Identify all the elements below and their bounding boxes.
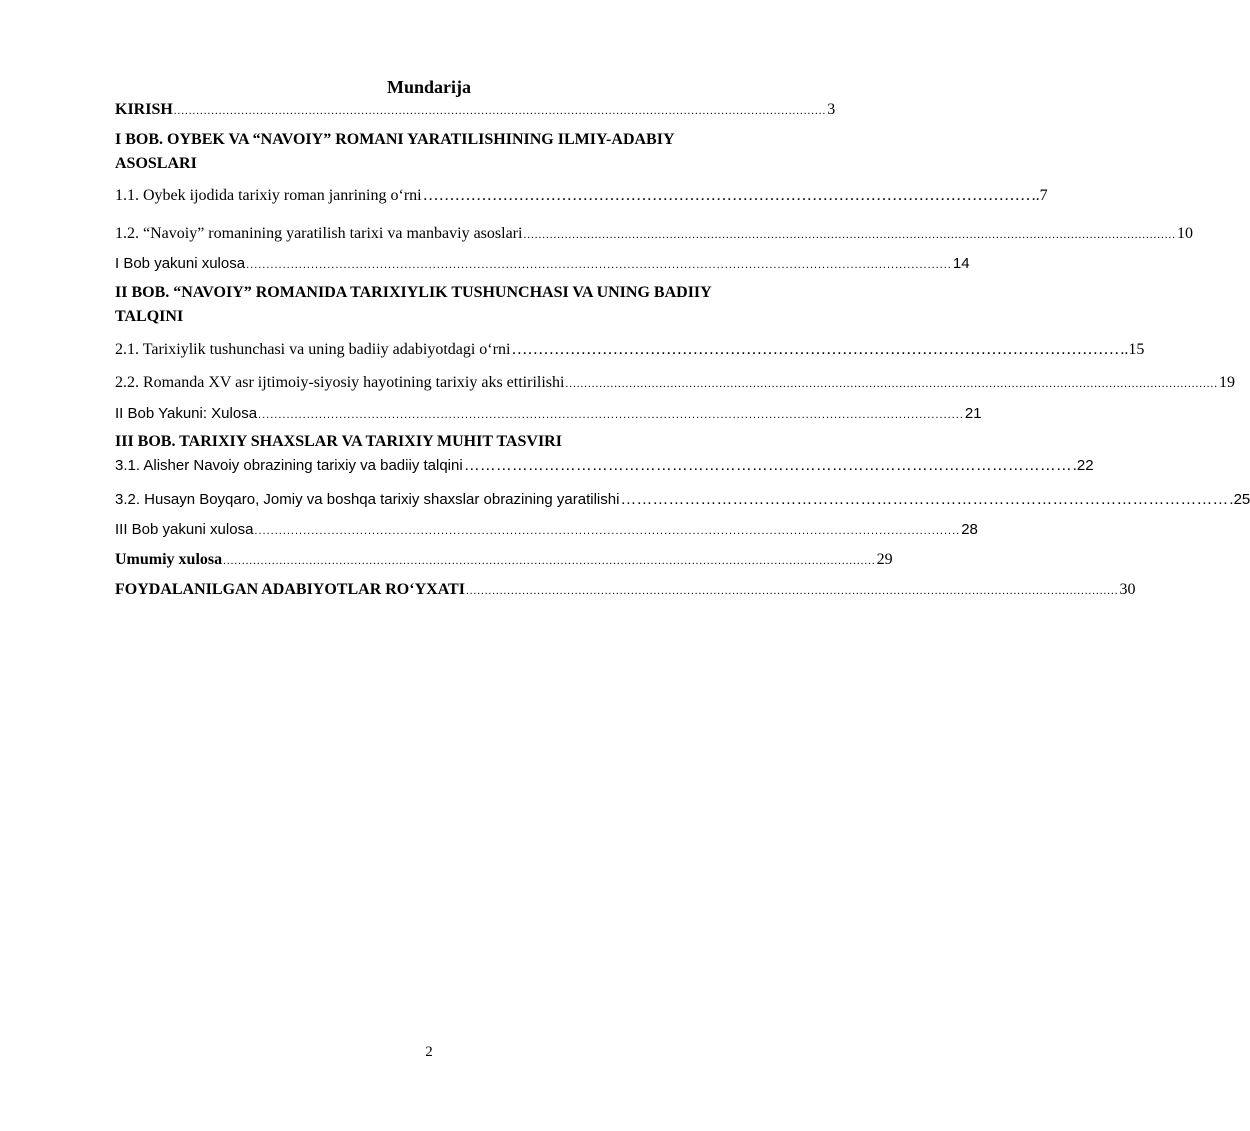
toc-entry-2-1[interactable] [115,340,1145,360]
page-number-footer: 2 [425,1044,433,1060]
toc-page-number: 19 [1218,374,1235,391]
dot-leader: …………………………………………………………………………………………………… [422,187,1031,204]
toc-entry-label: KIRISH [115,101,173,118]
toc-entry-kirish[interactable] [115,100,836,121]
dot-leader: …………………………………………………………………………………………………… [463,457,1072,474]
toc-page-number: 14 [952,255,970,272]
toc-entry-label: 1.2. “Navoiy” romanining yaratilish tarixi va manbaviy asoslari [115,225,523,242]
toc-page-number: 3 [827,101,836,118]
toc-entry-label: II Bob Yakuni: Xulosa [115,405,258,422]
toc-entry-label: 2.2. Romanda XV asr ijtimoiy-siyosiy hayotining tarixiy aks ettirilishi [115,374,565,391]
toc-entry-bob2-conclusion[interactable] [115,404,982,425]
toc-entry-adabiyotlar[interactable] [115,580,1136,601]
toc-entry-bob3-conclusion[interactable] [115,520,978,541]
toc-entry-label: 3.1. Alisher Navoiy obrazining tarixiy va badiiy talqini [115,457,463,474]
dot-leader: .............................................................................................................................................................................. [246,259,952,271]
dot-leader: .............................................................................................................................................................................. [565,378,1218,390]
toc-entry-umumiy-xulosa[interactable] [115,550,893,571]
dot-leader: .............................................................................................................................................................................. [223,555,876,567]
toc-entry-label: III Bob yakuni xulosa [115,521,254,538]
toc-page-number: 29 [876,551,893,568]
toc-page-number: 28 [961,521,978,538]
toc-page-number: 30 [1119,581,1136,598]
toc-entry-label: FOYDALANILGAN ADABIYOTLAR RO‘YXATI [115,581,465,598]
toc-entry-1-1[interactable] [115,186,1048,206]
toc-entry-bob1-conclusion[interactable] [115,254,970,275]
toc-entry-3-2[interactable] [115,490,1250,510]
toc-entry-label: Umumiy xulosa [115,551,223,568]
toc-page-number: ..15 [1120,341,1145,358]
toc-entry-3-1[interactable] [115,456,1094,476]
toc-entry-1-2[interactable] [115,224,1193,245]
page-title: Mundarija [386,77,471,97]
toc-page-number: .25 [1229,491,1250,508]
toc-page-number: 21 [964,405,982,422]
dot-leader: .............................................................................................................................................................................. [173,105,827,117]
chapter-heading-1[interactable]: I BOB. OYBEK VA “NAVOIY” ROMANI YARATILISHINING ILMIY-ADABIY ASOSLARI [115,131,674,172]
toc-entry-2-2[interactable] [115,373,1235,394]
toc-entry-label: I Bob yakuni xulosa [115,255,246,272]
toc-page-number: .22 [1072,457,1094,474]
toc-page-number: 10 [1176,225,1193,242]
dot-leader: .............................................................................................................................................................................. [258,409,964,421]
toc-page-number: ..7 [1031,187,1048,204]
dot-leader: …………………………………………………………………………………………………… [511,341,1120,358]
dot-leader: …………………………………………………………………………………………………… [620,491,1229,508]
dot-leader: .............................................................................................................................................................................. [254,525,961,537]
chapter-heading-2[interactable]: II BOB. “NAVOIY” ROMANIDA TARIXIYLIK TUSHUNCHASI VA UNING BADIIY TALQINI [115,284,712,325]
dot-leader: .............................................................................................................................................................................. [465,585,1119,597]
dot-leader: .............................................................................................................................................................................. [523,229,1176,241]
toc-entry-label: 3.2. Husayn Boyqaro, Jomiy va boshqa tarixiy shaxslar obrazining yaratilishi [115,491,620,508]
toc-entry-label: 2.1. Tarixiylik tushunchasi va uning badiiy adabiyotdagi o‘rni [115,341,511,358]
toc-entry-label: 1.1. Oybek ijodida tarixiy roman janrining o‘rni [115,187,422,204]
chapter-heading-3[interactable]: III BOB. TARIXIY SHAXSLAR VA TARIXIY MUHIT TASVIRI [115,433,562,450]
